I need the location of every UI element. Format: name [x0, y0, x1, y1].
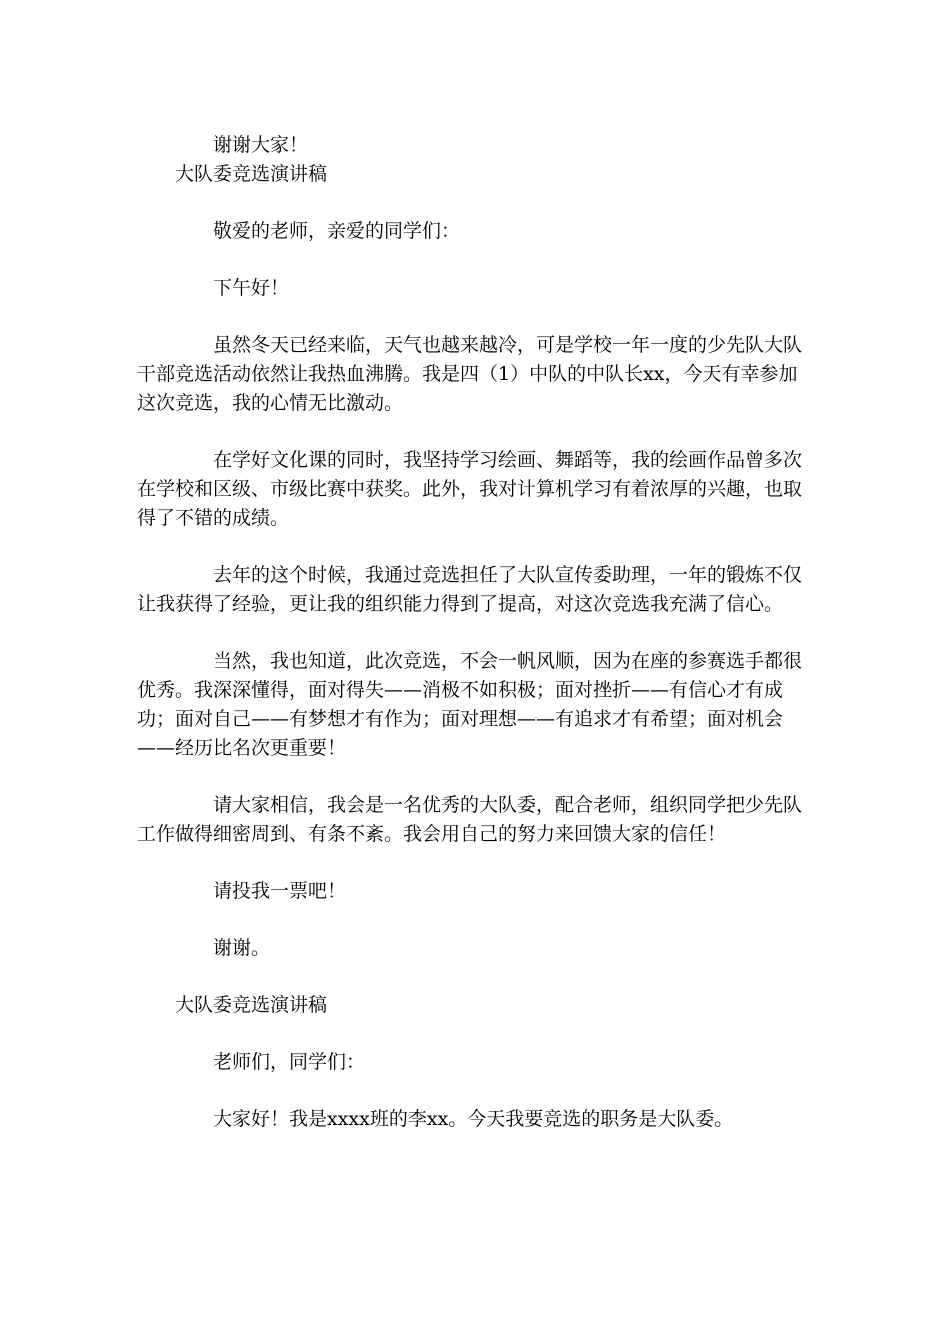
paragraph-introduction: 虽然冬天已经来临，天气也越来越冷，可是学校一年一度的少先队大队干部竞选活动依然让我热血沸腾。我是四（1）中队的中队长xx，今天有幸参加这次竞选，我的心情无比激动。: [137, 334, 803, 414]
paragraph-experience: 去年的这个时候，我通过竞选担任了大队宣传委助理，一年的锻炼不仅让我获得了经验，更让我的组织能力得到了提高，对这次竞选我充满了信心。: [137, 564, 803, 615]
paragraph-thanks-closing: 谢谢。: [213, 937, 271, 959]
paragraph-greeting: 敬爱的老师，亲爱的同学们：: [213, 220, 461, 242]
paragraph-attitude: 当然，我也知道，此次竞选，不会一帆风顺，因为在座的参赛选手都很优秀。我深深懂得，面对得失——消极不如积极；面对挫折——有信心才有成功；面对自己——有梦想才有作为；面对理想——有追求才有希望；面对机会——经历比名次更重要！: [137, 650, 803, 759]
paragraph-skills: 在学好文化课的同时，我坚持学习绘画、舞蹈等，我的绘画作品曾多次在学校和区级、市级比赛中获奖。此外，我对计算机学习有着浓厚的兴趣，也取得了不错的成绩。: [137, 449, 803, 529]
paragraph-promise: 请大家相信，我会是一名优秀的大队委，配合老师，组织同学把少先队工作做得细密周到、有条不紊。我会用自己的努力来回馈大家的信任！: [137, 794, 803, 845]
paragraph-good-afternoon: 下午好！: [213, 277, 290, 299]
section-title-second: 大队委竞选演讲稿: [175, 994, 328, 1016]
paragraph-self-introduction: 大家好！我是xxxx班的李xx。今天我要竞选的职务是大队委。: [213, 1108, 734, 1130]
section-title: 大队委竞选演讲稿: [175, 163, 328, 185]
paragraph-greeting-second: 老师们，同学们：: [213, 1051, 366, 1073]
paragraph-thanks: 谢谢大家！: [213, 134, 309, 156]
paragraph-vote-request: 请投我一票吧！: [213, 880, 347, 902]
document-body: [137, 131, 813, 1162]
